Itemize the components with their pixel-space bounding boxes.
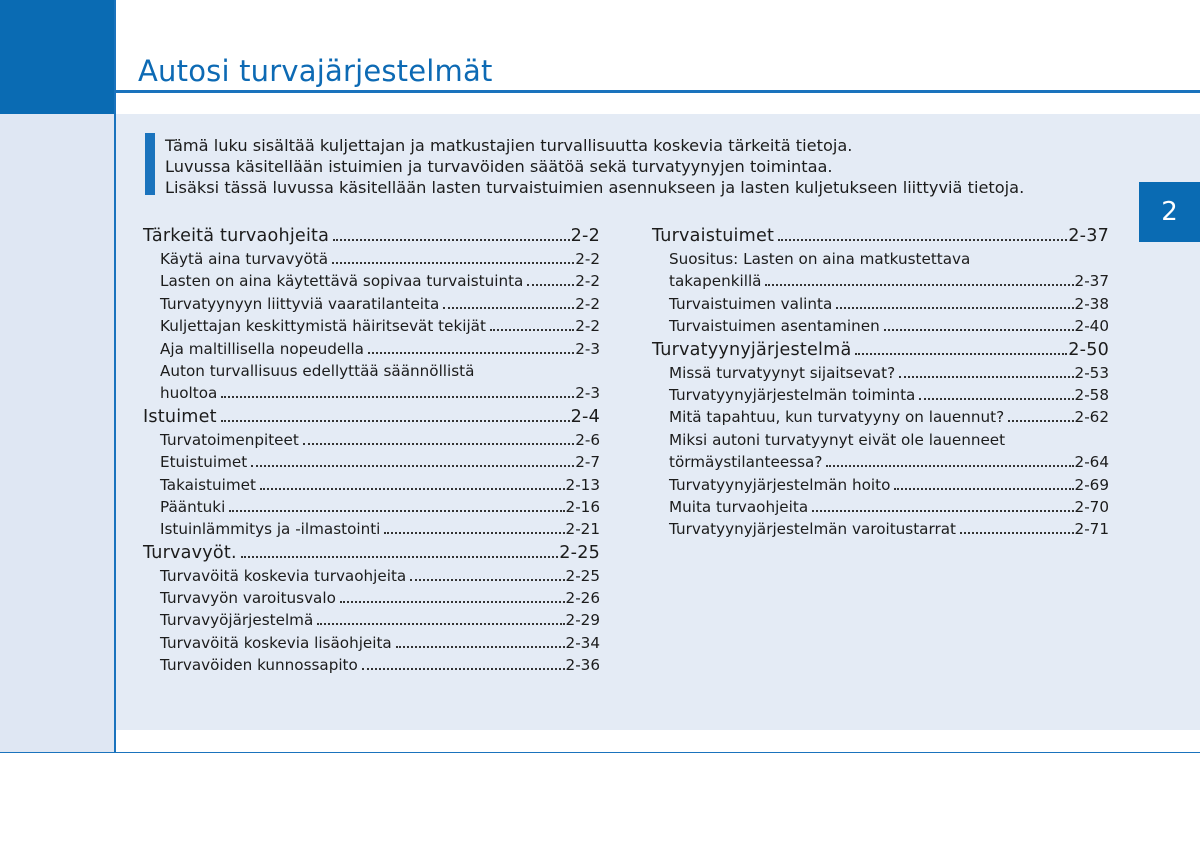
toc-entry-label: Turvavöiden kunnossapito <box>160 656 358 675</box>
leader-dots <box>362 668 565 670</box>
leader-dots <box>410 579 564 581</box>
toc-page-number: 2-62 <box>1074 408 1109 427</box>
leader-dots <box>778 239 1067 241</box>
toc-entry-label: Muita turvaohjeita <box>669 497 809 516</box>
leader-dots <box>340 601 565 603</box>
toc-page-number: 2-2 <box>575 250 600 268</box>
toc-page-number: 2-6 <box>575 430 600 449</box>
leader-dots <box>229 510 564 512</box>
toc-entry[interactable] <box>143 496 600 518</box>
leader-dots <box>919 398 1073 400</box>
leader-dots <box>303 443 574 445</box>
toc-page-number: 2-26 <box>565 589 600 608</box>
leader-dots <box>221 396 574 398</box>
toc-entry-label: Turvatyynyjärjestelmän hoito <box>669 475 891 494</box>
toc-entry[interactable] <box>143 609 600 631</box>
toc-entry-label: Missä turvatyynyt sijaitsevat? <box>669 363 896 382</box>
toc-entry[interactable] <box>652 384 1109 406</box>
toc-entry[interactable] <box>143 632 600 654</box>
toc-page-number: 2-37 <box>1068 226 1109 246</box>
left-accent-block <box>0 0 115 114</box>
toc-page-number: 2-7 <box>575 453 600 472</box>
toc-entry[interactable] <box>652 474 1109 496</box>
toc-entry[interactable] <box>143 451 600 473</box>
toc-entry-label: Mitä tapahtuu, kun turvatyyny on lauennut? <box>669 408 1005 427</box>
leader-dots <box>333 239 570 241</box>
toc-section-heading[interactable] <box>143 541 600 565</box>
toc-section-title: Istuimet <box>143 406 217 427</box>
toc-entry[interactable] <box>652 270 1109 292</box>
toc-page-number: 2-2 <box>575 294 600 313</box>
leader-dots <box>317 623 564 625</box>
intro-accent-bar <box>145 133 155 195</box>
toc-left-column <box>143 224 600 677</box>
toc-entry-label: Turvavyöjärjestelmä <box>160 611 314 630</box>
toc-section-heading[interactable] <box>143 224 600 248</box>
page-title: Autosi turvajärjestelmät <box>138 54 493 88</box>
toc-page-number: 2-21 <box>565 520 600 539</box>
toc-entry[interactable] <box>652 451 1109 473</box>
toc-entry[interactable] <box>652 496 1109 518</box>
toc-entry[interactable] <box>652 406 1109 428</box>
toc-entry-label: Pääntuki <box>160 497 226 516</box>
toc-entry-label: Lasten on aina käytettävä sopivaa turvaistuinta <box>160 272 524 291</box>
toc-entry-label: Turvatyynyjärjestelmän toiminta <box>669 385 916 404</box>
toc-page-number: 2-36 <box>565 656 600 675</box>
left-margin-strip <box>0 114 115 753</box>
toc-page-number: 2-34 <box>565 633 600 652</box>
toc-entry[interactable] <box>143 382 600 404</box>
leader-dots <box>894 488 1073 490</box>
toc-entry-label: Istuinlämmitys ja -ilmastointi <box>160 520 381 539</box>
toc-entry[interactable] <box>652 315 1109 337</box>
toc-page-number: 2-25 <box>565 566 600 585</box>
toc-page-number: 2-64 <box>1074 453 1109 472</box>
toc-page-number: 2-70 <box>1074 497 1109 516</box>
toc-entry[interactable] <box>652 362 1109 384</box>
toc-page-number: 2-13 <box>565 475 600 494</box>
leader-dots <box>855 353 1067 355</box>
toc-entry[interactable] <box>143 293 600 315</box>
leader-dots <box>884 329 1074 331</box>
leader-dots <box>527 284 574 286</box>
toc-page-number: 2-29 <box>565 611 600 630</box>
toc-page-number: 2-69 <box>1074 475 1109 494</box>
toc-section-heading[interactable] <box>652 338 1109 362</box>
toc-page-number: 2-16 <box>565 497 600 516</box>
toc-entry[interactable] <box>143 315 600 337</box>
intro-line: Lisäksi tässä luvussa käsitellään lasten turvaistuimien asennukseen ja lasten kuljetukseen liittyviä tietoja. <box>165 178 1025 197</box>
leader-dots <box>836 307 1073 309</box>
toc-page-number: 2-3 <box>575 384 600 403</box>
toc-section-heading[interactable] <box>143 405 600 429</box>
leader-dots <box>368 352 574 354</box>
toc-right-column <box>652 224 1109 541</box>
toc-entry-label: Kuljettajan keskittymistä häiritsevät tekijät <box>160 317 486 336</box>
intro-line: Luvussa käsitellään istuimien ja turvavöiden säätöä sekä turvatyynyjen toimintaa. <box>165 157 833 176</box>
leader-dots <box>1008 420 1073 422</box>
toc-entry-label: Takaistuimet <box>160 475 256 494</box>
leader-dots <box>241 556 559 558</box>
toc-page-number: 2-38 <box>1074 294 1109 313</box>
toc-page-number: 2-37 <box>1074 272 1109 291</box>
toc-entry-label: Käytä aina turvavyötä <box>160 250 329 268</box>
toc-page-number: 2-2 <box>570 226 600 246</box>
toc-entry[interactable] <box>652 518 1109 540</box>
leader-dots <box>960 532 1074 534</box>
toc-section-title: Turvavyöt. <box>143 542 237 563</box>
toc-page-number: 2-2 <box>575 317 600 336</box>
toc-entry[interactable] <box>143 248 600 270</box>
toc-entry-label: Turvavyön varoitusvalo <box>160 589 336 608</box>
toc-page-number: 2-4 <box>570 406 600 427</box>
toc-entry-label: törmäystilanteessa? <box>669 453 823 472</box>
toc-section-heading[interactable] <box>652 224 1109 248</box>
leader-dots <box>260 488 565 490</box>
toc-page-number: 2-25 <box>559 542 600 563</box>
toc-page-number: 2-71 <box>1074 520 1109 539</box>
toc-entry-label: Turvatyynyyn liittyviä vaaratilanteita <box>160 294 440 313</box>
toc-entry-label: Turvavöitä koskevia lisäohjeita <box>160 633 392 652</box>
leader-dots <box>899 376 1073 378</box>
toc-entry-label: Turvatoimenpiteet <box>160 430 299 449</box>
toc-entry-label: Turvatyynyjärjestelmän varoitustarrat <box>669 520 956 539</box>
toc-entry[interactable] <box>143 474 600 496</box>
toc-entry-label: Turvaistuimen valinta <box>669 294 833 313</box>
toc-entry-label: huoltoa <box>160 384 218 403</box>
leader-dots <box>396 646 565 648</box>
bottom-rule <box>0 752 1200 753</box>
toc-entry-label-line1[interactable]: Suositus: Lasten on aina matkustettava <box>669 250 971 268</box>
toc-entry[interactable] <box>143 270 600 292</box>
chapter-tab[interactable] <box>1139 182 1200 242</box>
leader-dots <box>221 420 570 422</box>
toc-entry[interactable] <box>143 429 600 451</box>
toc-entry[interactable] <box>143 565 600 587</box>
toc-entry-label: Aja maltillisella nopeudella <box>160 339 364 358</box>
toc-page-number: 2-50 <box>1068 339 1109 360</box>
chapter-number: 2 <box>1161 197 1178 227</box>
leader-dots <box>443 307 574 309</box>
toc-entry[interactable] <box>143 518 600 540</box>
toc-entry[interactable] <box>652 293 1109 315</box>
toc-section-title: Turvatyynyjärjestelmä <box>652 339 852 360</box>
toc-entry-label: Turvavöitä koskevia turvaohjeita <box>160 566 407 585</box>
toc-entry[interactable] <box>143 654 600 676</box>
toc-section-title: Turvaistuimet <box>652 226 775 246</box>
toc-page-number: 2-40 <box>1074 317 1109 336</box>
toc-page-number: 2-58 <box>1074 385 1109 404</box>
toc-page-number: 2-3 <box>575 339 600 358</box>
intro-line: Tämä luku sisältää kuljettajan ja matkustajien turvallisuutta koskevia tärkeitä tietoja. <box>165 136 853 155</box>
leader-dots <box>812 510 1073 512</box>
toc-entry-label: takapenkillä <box>669 272 762 291</box>
toc-page-number: 2-53 <box>1074 363 1109 382</box>
toc-entry-label-line1[interactable]: Auton turvallisuus edellyttää säännöllistä <box>160 361 475 380</box>
toc-entry[interactable] <box>143 338 600 360</box>
toc-entry-label: Turvaistuimen asentaminen <box>669 317 880 336</box>
header-rule <box>116 90 1200 93</box>
toc-entry-label: Etuistuimet <box>160 453 248 472</box>
intro-text <box>165 135 1145 198</box>
leader-dots <box>251 465 574 467</box>
toc-section-title: Tärkeitä turvaohjeita <box>143 226 330 246</box>
leader-dots <box>384 532 564 534</box>
leader-dots <box>826 465 1073 467</box>
toc-entry[interactable] <box>143 587 600 609</box>
leader-dots <box>332 262 574 264</box>
leader-dots <box>490 329 574 331</box>
leader-dots <box>765 284 1073 286</box>
toc-page-number: 2-2 <box>575 272 600 291</box>
toc-entry-label-line1[interactable]: Miksi autoni turvatyynyt eivät ole lauenneet <box>669 430 1006 449</box>
